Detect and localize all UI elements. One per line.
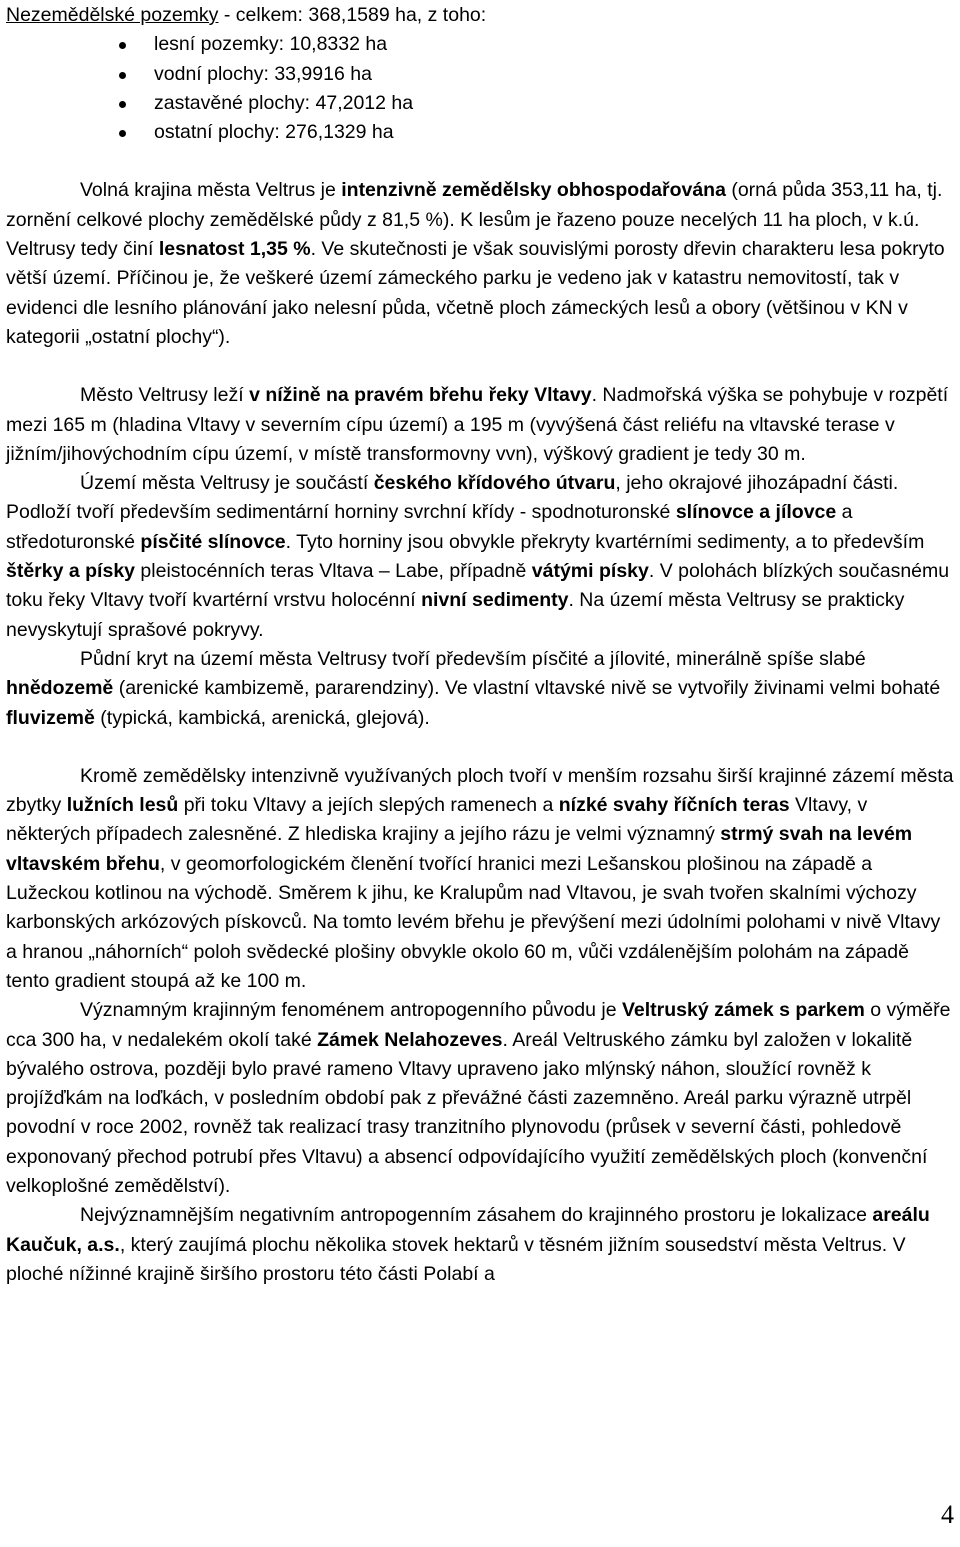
text-run: a středoturonské [6,501,853,553]
bold-run: nízké svahy říčních teras [558,794,790,817]
paragraph-chateau [6,996,956,1201]
list-item: vodní plochy: 33,9916 ha [6,60,956,89]
paragraph-landscape-features [6,762,956,996]
page-number: 4 [941,1500,954,1529]
spacer [6,352,956,381]
spacer [6,733,956,762]
text-run: o výměře cca 300 ha, v nedalekém okolí také [6,999,951,1051]
text-run: Půdní kryt na území města Veltrusy tvoří především písčité a jílovité, minerálně spíše slabé [80,647,866,670]
list-item: zastavěné plochy: 47,2012 ha [6,89,956,118]
bold-run: českého křídového útvaru [373,472,616,495]
land-summary-list [6,30,956,147]
text-run: Nejvýznamnějším negativním antropogenním zásahem do krajinného prostoru je lokalizace [80,1204,873,1227]
paragraph-soil [6,645,956,733]
bold-run: lužních lesů [66,794,179,817]
paragraph-kaucuk [6,1201,956,1289]
bold-run: v nížině na pravém břehu řeky Vltavy [249,384,592,407]
text-run: pleistocénních teras Vltava – Labe, případně [135,560,532,583]
text-run: . Na území města Veltrusy se prakticky nevyskytují sprašové pokryvy. [6,589,905,641]
document-page [6,0,956,1289]
land-summary-suffix: - celkem: 368,1589 ha, z toho: [218,4,487,26]
text-run: Vltavy, v některých případech zalesněné. Z hlediska krajiny a jejího rázu je velmi významný [6,794,868,846]
text-run: . Ve skutečnosti je však souvislými porosty dřevin charakteru lesa pokryto větší území. Příčinou je, že veškeré území zámeckého parku je vedeno jak v katastru nemovitostí, tak v evidenci dle lesního plánování jako nelesní půda, včetně ploch zámeckých lesů a obory (většinou v KN v kategorii „ostatní plochy“). [6,238,945,348]
text-run: . Nadmořská výška se pohybuje v rozpětí mezi 165 m (hladina Vltavy v severním cípu území) a 195 m (vyvýšená část reliéfu na vltavské terase v jižním/jihovýchodním cípu území, v místě transformovny vvn), výškový gradient je tedy 30 m. [6,384,949,465]
bold-run: Veltruský zámek s parkem [621,999,865,1022]
bold-run: areálu Kaučuk, a.s. [6,1204,930,1256]
text-run: Území města Veltrusy je součástí [80,472,374,495]
text-run: Město Veltrusy leží [80,384,250,407]
text-run: Významným krajinným fenoménem antropogenního původu je [80,999,622,1022]
spacer [6,147,956,176]
text-run: při toku Vltavy a jejích slepých ramenech a [178,794,559,817]
land-summary-label: Nezemědělské pozemky [6,4,219,26]
paragraph-relief [6,381,956,469]
text-run: , v geomorfologickém členění tvořící hranici mezi Lešanskou plošinou na západě a Lužeckou kotlinou na východě. Směrem k jihu, ke Kralupům nad Vltavou, je svah tvořen skalními výchozy karbonských arkózových pískovců. Na tomto levém břehu je převýšení mezi údolními polohami v nivě Vltavy a hranou „náhorních“ poloh svědecké plošiny obvykle okolo 60 m, vůči vzdálenějším polohám na západě tento gradient stoupá až ke 100 m. [6,852,941,992]
text-run: Volná krajina města Veltrus je [80,179,342,202]
bold-run: Zámek Nelahozeves [317,1028,503,1051]
bold-run: štěrky a písky [6,560,136,583]
bold-run: písčité slínovce [140,530,286,553]
text-run: , který zaujímá plochu několika stovek hektarů v těsném jižním sousedství města Veltrus. V ploché nížinné krajině širšího prostoru této části Polabí a [6,1233,906,1285]
list-item: ostatní plochy: 276,1329 ha [6,118,956,147]
text-run: , jeho okrajové jihozápadní části. Podloží tvoří především sedimentární horniny svrchní křídy - spodnoturonské [6,472,899,524]
bold-run: intenzivně zemědělsky obhospodařována [341,179,726,202]
bold-run: lesnatost 1,35 % [158,238,311,261]
text-run: (typická, kambická, arenická, glejová). [94,706,430,729]
text-run: Kromě zemědělsky intenzivně využívaných ploch tvoří v menším rozsahu širší krajinné zázemí města zbytky [6,764,954,817]
bold-run: strmý svah na levém vltavském břehu [6,823,913,875]
list-item: lesní pozemky: 10,8332 ha [6,30,956,59]
text-run: . V polohách blízkých současnému toku řeky Vltavy tvoří kvartérní vrstvu holocénní [6,560,950,612]
paragraph-landscape [6,176,956,352]
bold-run: hnědozemě [6,677,114,700]
bold-run: fluvizemě [6,706,95,729]
land-summary-heading [6,1,956,30]
text-run: (arenické kambizemě, pararendziny). Ve vlastní vltavské nivě se vytvořily živinami velmi bohaté [113,677,941,700]
paragraph-geology [6,469,956,645]
bold-run: slínovce a jílovce [675,501,837,524]
text-run: . Areál Veltruského zámku byl založen v lokalitě bývalého ostrova, později bylo pravé rameno Vltavy upraveno jako mlýnský náhon, sloužící rovněž k projížďkám na loďkách, v posledním období pak z převážné části zazemněno. Areál parku výrazně utrpěl povodní v roce 2002, rovněž tak realizací trasy tranzitního plynovodu (průsek v severní části, pohledově exponovaný přechod potrubí přes Vltavu) a absencí odpovídajícího využití zemědělských ploch (konvenční velkoplošné zemědělství). [6,1028,928,1197]
text-run: . Tyto horniny jsou obvykle překryty kvartérními sedimenty, a to především [285,530,925,553]
text-run: (orná půda 353,11 ha, tj. zornění celkové plochy zemědělské půdy z 81,5 %). K lesům je řazeno pouze necelých 11 ha ploch, v k.ú. Veltrusy tedy činí [6,179,943,261]
bold-run: vátými písky [531,560,649,583]
bold-run: nivní sedimenty [421,589,569,612]
